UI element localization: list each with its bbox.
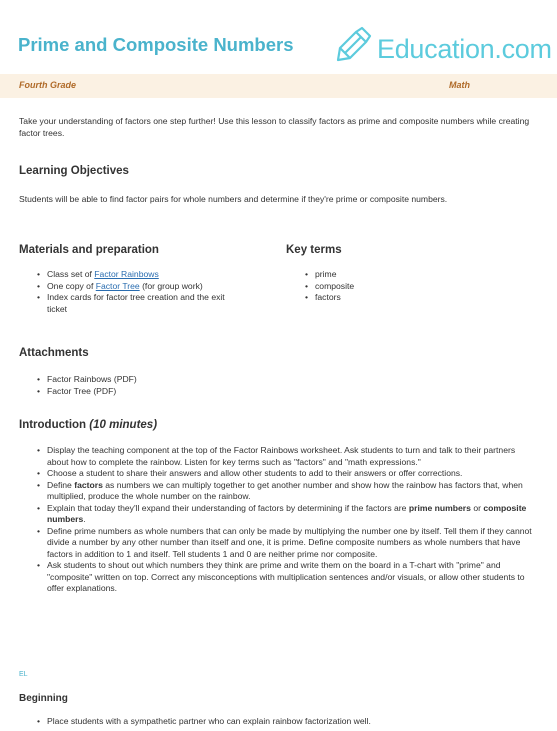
page-title: Prime and Composite Numbers (18, 34, 294, 55)
list-item: • composite (302, 281, 502, 293)
beginning-list (34, 716, 534, 728)
attachments-list (34, 374, 334, 397)
introduction-list (34, 445, 534, 595)
materials-heading: Materials and preparation (19, 244, 159, 256)
duration-label: (10 minutes) (89, 419, 158, 431)
list-item: • Define factors as numbers we can multiply together to get another number and show how the rainbow has factors that, when multiplied, produce the whole number on the rainbow. (34, 480, 534, 503)
list-item: • Choose a student to share their answers and allow other students to add to their answers or offer corrections. (34, 468, 534, 480)
objectives-text: Students will be able to find factor pairs for whole numbers and determine if they're prime or composite numbers. (19, 194, 448, 204)
key-terms-heading: Key terms (286, 244, 342, 256)
attachments-heading: Attachments (19, 347, 89, 359)
list-item: • factors (302, 292, 502, 304)
introduction-heading: Introduction (10 minutes) (19, 419, 158, 431)
beginning-heading: Beginning (19, 693, 68, 704)
subject-label: Math (449, 80, 470, 90)
list-item: • Ask students to shout out which numbers they think are prime and write them on the board in a T-chart with "prime" and "composite" written on top. Correct any misconceptions with multiplication sentences and/or visuals, or allow other students to offer explanations. (34, 560, 534, 595)
grade-label: Fourth Grade (19, 80, 77, 90)
key-terms-list (302, 269, 502, 304)
el-label: EL (19, 671, 28, 678)
list-item: • Place students with a sympathetic partner who can explain rainbow factorization well. (34, 716, 534, 728)
pencil-logo-icon (336, 26, 376, 66)
education-logo[interactable] (336, 26, 552, 70)
logo-text: Education.com (377, 34, 552, 64)
lesson-summary: Take your understanding of factors one step further! Use this lesson to classify factors as prime and composite numbers while creating factor trees. (19, 116, 530, 138)
list-item: • Index cards for factor tree creation and the exit ticket (34, 292, 247, 315)
lesson-meta-bar (0, 74, 557, 98)
factor-rainbows-link[interactable]: Factor Rainbows (94, 269, 159, 279)
list-item: • One copy of Factor Tree (for group work) (34, 281, 266, 293)
list-item: • Explain that today they'll expand their understanding of factors by determining if the factors are prime numbers or composite numbers. (34, 503, 534, 526)
attachment-item[interactable]: • Factor Tree (PDF) (34, 386, 334, 398)
attachment-item[interactable]: • Factor Rainbows (PDF) (34, 374, 334, 386)
list-item: • Define prime numbers as whole numbers that can only be made by multiplying the number one by itself. Tell them if they cannot divide a number by any other number than itself and one, it is prime. Define composite numbers as whole numbers that have factors in addition to 1 and itself. Tell students 1 and 0 are neither prime nor composite. (34, 526, 534, 561)
materials-list (34, 269, 266, 315)
list-item: • Class set of Factor Rainbows (34, 269, 266, 281)
factor-tree-link[interactable]: Factor Tree (95, 280, 140, 291)
list-item: • Display the teaching component at the top of the Factor Rainbows worksheet. Ask students to turn and talk to their partners about how to complete the rainbow. Listen for key terms such as "factors" and "math expressions." (34, 445, 534, 468)
objectives-heading: Learning Objectives (19, 165, 129, 177)
list-item: • prime (302, 269, 502, 281)
